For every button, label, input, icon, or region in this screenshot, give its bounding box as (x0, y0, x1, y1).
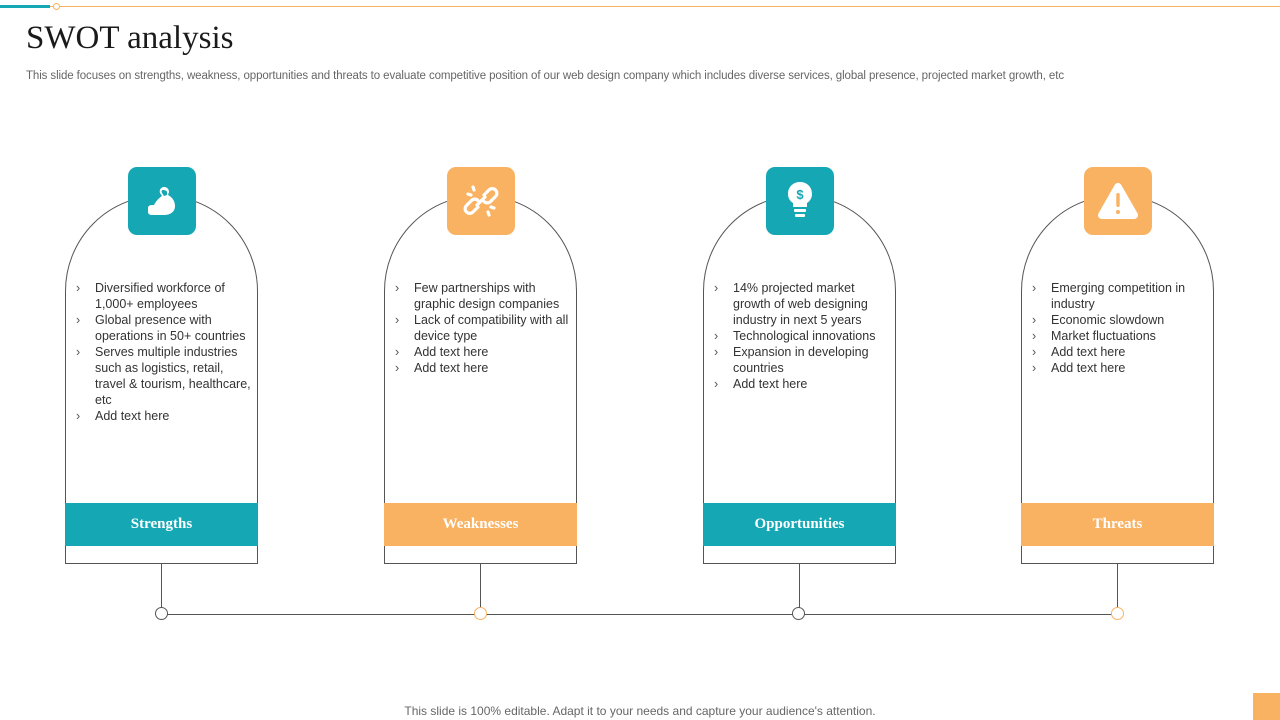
flexed-arm-icon (142, 181, 182, 221)
strengths-card (65, 195, 258, 564)
list-item: › Add text here (1032, 344, 1208, 360)
page-subtitle: This slide focuses on strengths, weakness, opportunities and threats to evaluate competitive position of our web design company which includes diverse services, global presence, projected market growth, etc (26, 70, 1064, 82)
strengths-label: Strengths (65, 503, 258, 546)
list-item: › Add text here (714, 376, 890, 392)
strengths-list (76, 280, 252, 424)
list-item: › Global presence with operations in 50+ countries (76, 312, 252, 344)
list-item: › Expansion in developing countries (714, 344, 890, 376)
weaknesses-card (384, 195, 577, 564)
opportunities-list (714, 280, 890, 392)
timeline-node (792, 607, 805, 620)
opportunities-label: Opportunities (703, 503, 896, 546)
list-item: › Add text here (395, 344, 571, 360)
timeline-node (1111, 607, 1124, 620)
weaknesses-icon-box (447, 167, 515, 235)
svg-text:$: $ (796, 187, 804, 202)
opportunities-stem (799, 563, 800, 611)
weaknesses-label: Weaknesses (384, 503, 577, 546)
list-item: › Serves multiple industries such as logistics, retail, travel & tourism, healthcare, etc (76, 344, 252, 408)
opportunities-icon-box (766, 167, 834, 235)
threats-stem (1117, 563, 1118, 611)
broken-link-icon (460, 180, 502, 222)
timeline-node (155, 607, 168, 620)
warning-icon (1095, 180, 1141, 222)
corner-accent (1253, 693, 1280, 720)
list-item: › Add text here (76, 408, 252, 424)
threats-label: Threats (1021, 503, 1214, 546)
list-item: › Market fluctuations (1032, 328, 1208, 344)
list-item: › 14% projected market growth of web designing industry in next 5 years (714, 280, 890, 328)
list-item: › Lack of compatibility with all device type (395, 312, 571, 344)
dollar-lightbulb-icon (780, 179, 820, 223)
list-item: › Add text here (1032, 360, 1208, 376)
threats-icon-box (1084, 167, 1152, 235)
page-title: SWOT analysis (26, 20, 234, 56)
threats-card (1021, 195, 1214, 564)
list-item: › Emerging competition in industry (1032, 280, 1208, 312)
weaknesses-stem (480, 563, 481, 611)
timeline-node (474, 607, 487, 620)
opportunities-card (703, 187, 896, 564)
list-item: › Technological innovations (714, 328, 890, 344)
strengths-icon-box (128, 167, 196, 235)
list-item: › Add text here (395, 360, 571, 376)
timeline-line (162, 614, 1118, 615)
list-item: › Few partnerships with graphic design companies (395, 280, 571, 312)
list-item: › Diversified workforce of 1,000+ employees (76, 280, 252, 312)
list-item: › Economic slowdown (1032, 312, 1208, 328)
strengths-stem (161, 563, 162, 611)
footer-note: This slide is 100% editable. Adapt it to your needs and capture your audience's attention. (404, 704, 876, 718)
weaknesses-list (395, 280, 571, 376)
threats-list (1032, 280, 1208, 376)
